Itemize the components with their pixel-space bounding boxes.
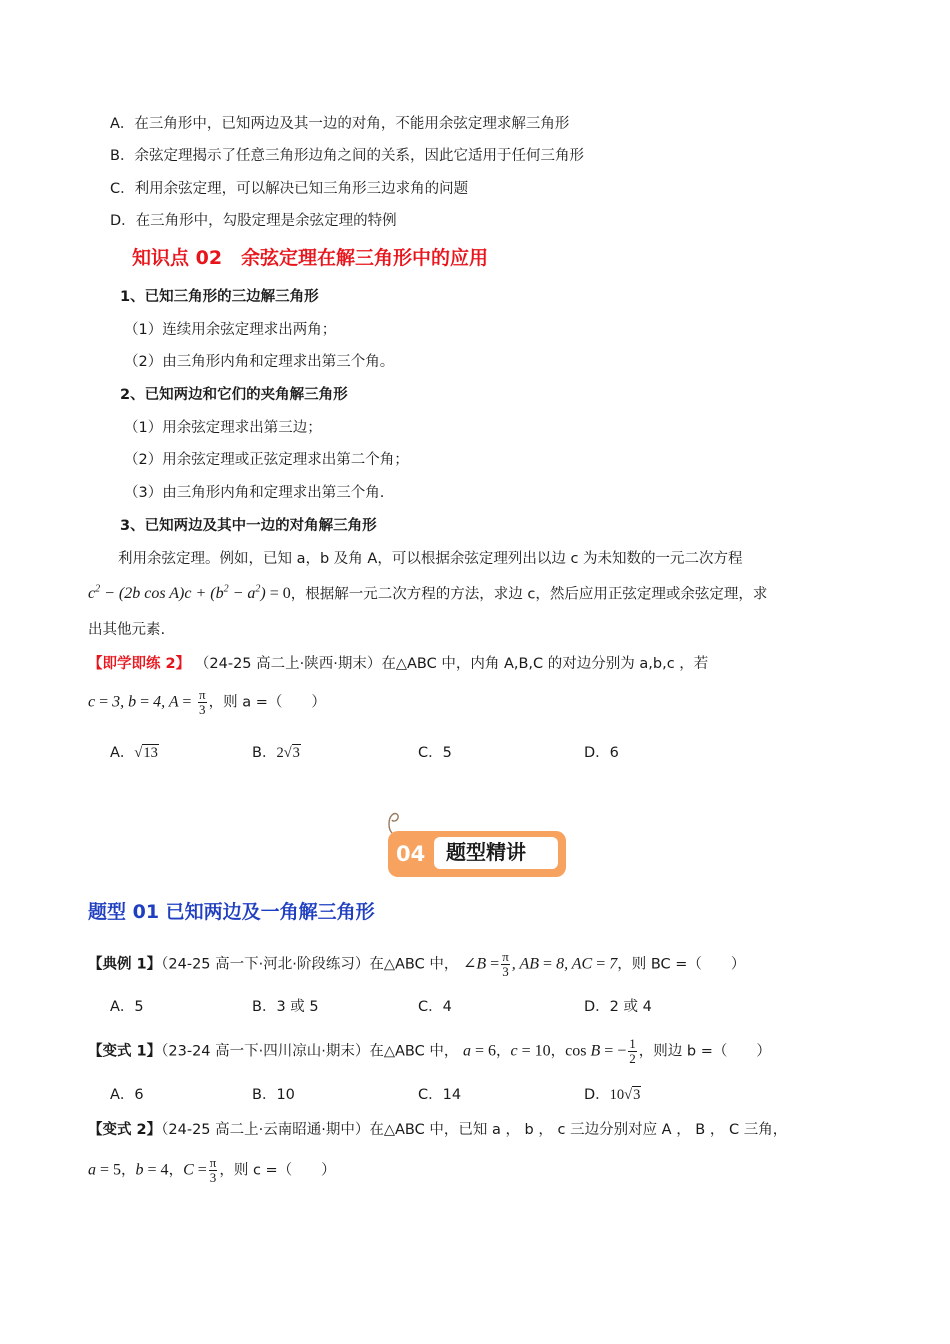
ten-sqrt-3: 10√3 [609, 1087, 641, 1103]
knowledge-h1-step1: （1）连续用余弦定理求出两角； [124, 322, 337, 338]
badge-title: 题型精讲 [446, 840, 526, 864]
sqrt-13: √13 [134, 745, 158, 761]
example-1-option-c: C．4 [418, 999, 452, 1015]
knowledge-paragraph-1: 利用余弦定理。例如，已知 a，b 及角 A，可以根据余弦定理列出以边 c 为未知数的一元二次方程 [118, 551, 743, 567]
practice-2-option-d: D．6 [584, 745, 619, 761]
variant-1-option-d: D．10√3 [584, 1087, 641, 1103]
example-1-option-d: D．2 或 4 [584, 999, 652, 1015]
practice-2-option-a: A．√13 [110, 745, 158, 761]
knowledge-h3: 3、已知两边及其中一边的对角解三角形 [120, 518, 377, 534]
knowledge-h2-step3: （3）由三角形内角和定理求出第三个角. [124, 485, 385, 501]
option-a-top: A．在三角形中，已知两边及其一边的对角，不能用余弦定理求解三角形 [110, 116, 570, 132]
variant-1-option-a: A．6 [110, 1087, 144, 1103]
two-sqrt-3: 2√3 [276, 745, 300, 761]
variant-1-tag: 【变式 1】 [88, 1043, 162, 1060]
option-d-top: D．在三角形中，勾股定理是余弦定理的特例 [110, 213, 397, 229]
section-heading: 知识点 02 余弦定理在解三角形中的应用 [132, 247, 489, 269]
knowledge-h2-step1: （1）用余弦定理求出第三边； [124, 420, 322, 436]
practice-2-option-b: B．2√3 [252, 745, 300, 761]
knowledge-paragraph-3: 出其他元素. [88, 622, 166, 638]
practice-2-line1: 【即学即练 2】 （24-25 高二上·陕西·期末）在△ABC 中，内角 A,B,C 的对边分别为 a,b,c ，若 [88, 656, 709, 672]
variant-2-line2: a = 5，b = 4，C = $\frac{\pi}{3}$ ，则 c =（ ） [88, 1155, 336, 1185]
knowledge-h1-step2: （2）由三角形内角和定理求出第三个角。 [124, 354, 395, 370]
example-1-tag: 【典例 1】 [88, 956, 162, 973]
practice-2-line2: c = 3, b = 4, A = $\frac{\pi}{3}$ ，则 a =（ ） [88, 687, 326, 717]
variant-2-tag: 【变式 2】 [88, 1122, 162, 1138]
practice-2-tag: 【即学即练 2】 [88, 656, 191, 672]
badge-number: 04 [396, 842, 426, 866]
example-1-option-a: A．5 [110, 999, 144, 1015]
example-1-line: 【典例 1】（24-25 高一下·河北·阶段练习）在△ABC 中， ∠B = $\frac{\pi}{3}$ , AB = 8, AC = 7，则 BC =（ ） [88, 949, 746, 979]
knowledge-h2-step2: （2）用余弦定理或正弦定理求出第二个角； [124, 452, 409, 468]
variant-2-line1: 【变式 2】（24-25 高二上·云南昭通·期中）在△ABC 中，已知 a ， b ， c 三边分别对应 A ， B ， C 三角， [88, 1122, 788, 1138]
practice-2-option-c: C．5 [418, 745, 452, 761]
type-heading: 题型 01 已知两边及一角解三角形 [88, 901, 375, 923]
option-b-top: B．余弦定理揭示了任意三角形边角之间的关系，因此它适用于任何三角形 [110, 148, 584, 164]
variant-1-line: 【变式 1】（23-24 高一下·四川凉山·期末）在△ABC 中， a = 6，c = 10，cos B = − $\frac{1}{2}$ ，则边 b =（ ） [88, 1036, 771, 1066]
quadratic-formula: $c^2 - (2b$ $\cos A)c + (b^2 - a^2) = 0$ [88, 584, 291, 603]
variant-1-option-b: B．10 [252, 1087, 295, 1103]
knowledge-h1: 1、已知三角形的三边解三角形 [120, 289, 319, 305]
knowledge-h2: 2、已知两边和它们的夹角解三角形 [120, 387, 348, 403]
variant-1-option-c: C．14 [418, 1087, 462, 1103]
section-badge [388, 829, 568, 879]
knowledge-paragraph-2: $c^2 - (2b$ $\cos A)c + (b^2 - a^2) = 0$，根据解一元二次方程的方法，求边 c，然后应用正弦定理或余弦定理，求 [88, 584, 768, 603]
example-1-option-b: B．3 或 5 [252, 999, 319, 1015]
pi-over-3-fraction: $\frac{\pi}{3}$ [199, 687, 206, 717]
option-c-top: C．利用余弦定理，可以解决已知三角形三边求角的问题 [110, 181, 469, 197]
